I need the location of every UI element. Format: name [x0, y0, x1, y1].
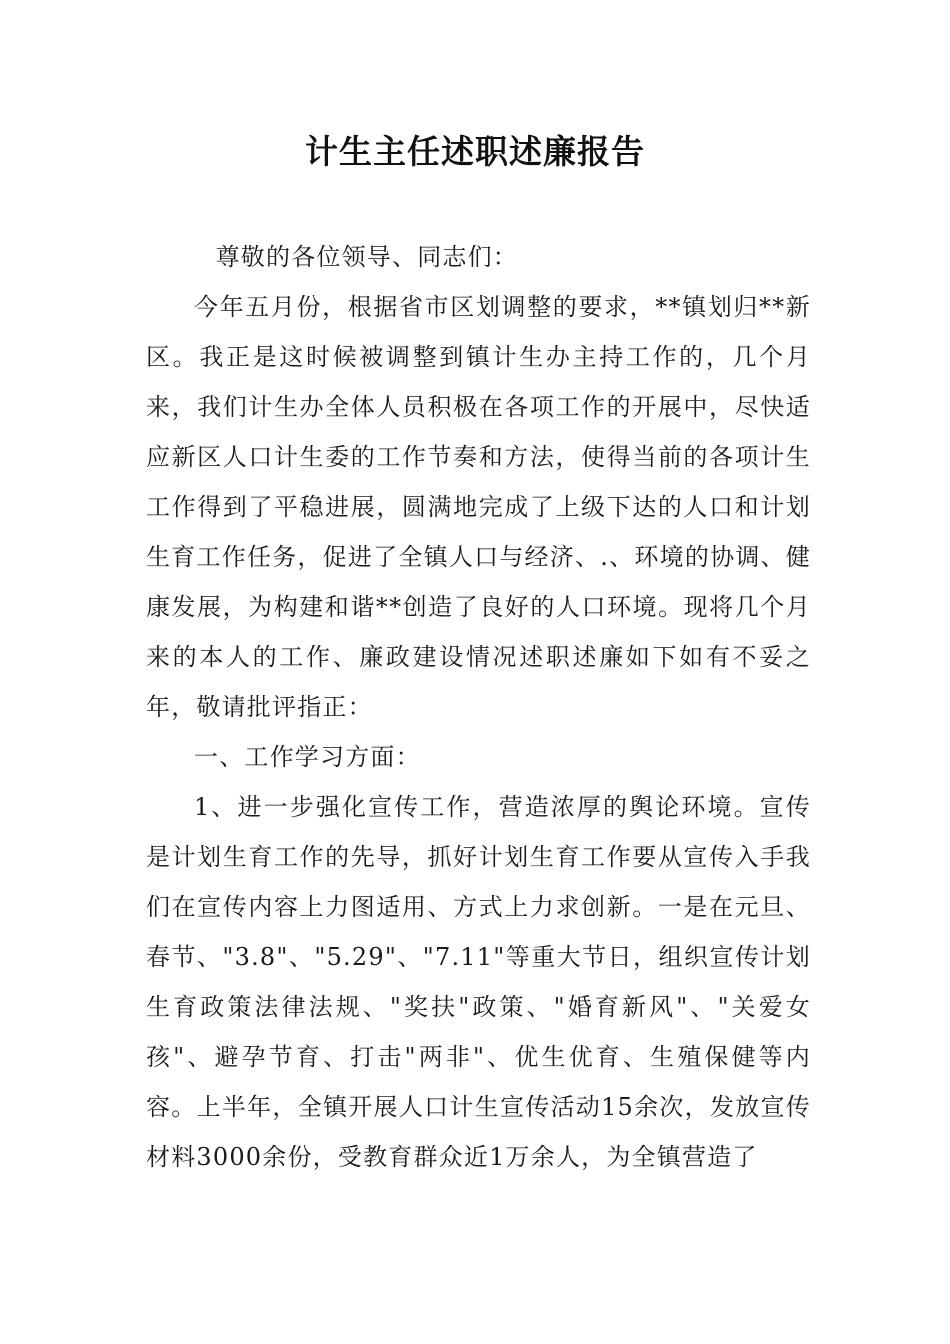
paragraph-intro: 今年五月份，根据省市区划调整的要求，**镇划归**新区。我正是这时候被调整到镇计生办主持工作的，几个月来，我们计生办全体人员积极在各项工作的开展中，尽快适应新区人口计生委的工作节奏和方法，使得当前的各项计生工作得到了平稳进展，圆满地完成了上级下达的人口和计划生育工作任务，促进了全镇人口与经济、.、环境的协调、健康发展，为构建和谐**创造了良好的人口环境。现将几个月来的本人的工作、廉政建设情况述职述廉如下如有不妥之年，敬请批评指正：	[146, 293, 811, 721]
paragraph-item-1: 1、进一步强化宣传工作，营造浓厚的舆论环境。宣传是计划生育工作的先导，抓好计划生育工作要从宣传入手我们在宣传内容上力图适用、方式上力求创新。一是在元旦、春节、"3.8"、"5.29"、"7.11"等重大节日，组织宣传计划生育政策法律法规、"奖扶"政策、"婚育新风"、"关爱女孩"、避孕节育、打击"两非"、优生优育、生殖保健等内容。上半年，全镇开展人口计生宣传活动15余次，发放宣传材料3000余份，受教育群众近1万余人，为全镇营造了	[146, 793, 811, 1171]
greeting-line: 尊敬的各位领导、同志们：	[215, 243, 518, 271]
section-heading: 一、工作学习方面：	[194, 743, 421, 771]
document-body	[146, 232, 811, 1182]
document-title: 计生主任述职述廉报告	[305, 132, 645, 171]
